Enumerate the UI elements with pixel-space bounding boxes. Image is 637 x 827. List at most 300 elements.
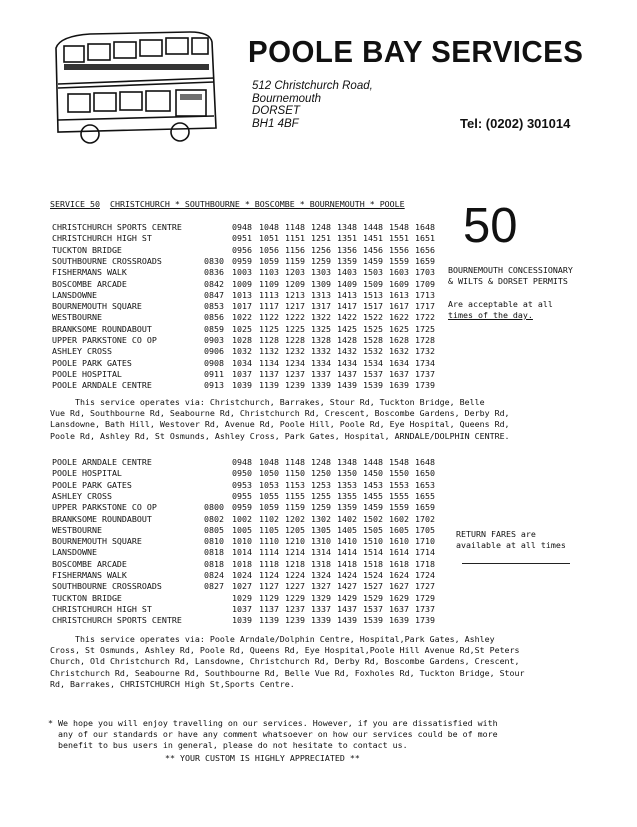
departure-time: 1010 <box>232 536 252 547</box>
departure-time: 1027 <box>232 581 252 592</box>
departure-time: 0950 <box>232 468 252 479</box>
departure-time: 1302 <box>311 513 331 524</box>
departure-time: 1724 <box>415 570 435 580</box>
departure-time: 1537 <box>363 603 383 614</box>
company-address <box>252 80 373 130</box>
departure-time: 0830 <box>204 255 224 266</box>
departure-time: 1625 <box>389 323 409 334</box>
departure-time: 1737 <box>415 368 435 379</box>
departure-time: 1522 <box>363 312 383 323</box>
departure-time: 0859 <box>204 323 224 334</box>
departure-time: 1437 <box>337 603 357 614</box>
departure-time: 0853 <box>204 301 224 312</box>
route-number: 50 <box>463 199 518 253</box>
departure-time: 1648 <box>415 222 435 232</box>
departure-time: 1018 <box>232 558 252 569</box>
departure-time: 1439 <box>337 615 357 626</box>
departure-time: 1714 <box>415 547 435 558</box>
departure-time: 1534 <box>363 357 383 368</box>
departure-time: 1013 <box>232 289 252 300</box>
departure-time: 1214 <box>285 547 305 558</box>
stop-name: UPPER PARKSTONE CO OP <box>52 335 157 345</box>
departure-time: 1248 <box>311 222 331 232</box>
departure-time: 1117 <box>259 301 279 312</box>
timetable-row <box>52 491 462 502</box>
departure-time: 1424 <box>337 570 357 580</box>
departure-time: 1428 <box>337 335 357 345</box>
timetable-row <box>52 525 462 536</box>
stop-name: TUCKTON BRIDGE <box>52 244 122 255</box>
departure-time: 1039 <box>232 380 252 391</box>
stop-name: POOLE HOSPITAL <box>52 468 122 479</box>
timetable-row <box>52 335 462 346</box>
departure-time: 1148 <box>285 222 305 232</box>
timetable-row <box>52 233 462 244</box>
timetable-row <box>52 245 462 256</box>
departure-time: 1514 <box>363 547 383 558</box>
departure-time: 1239 <box>285 380 305 391</box>
departure-time: 1009 <box>232 278 252 289</box>
departure-time: 1039 <box>232 615 252 626</box>
departure-time: 1222 <box>285 312 305 323</box>
departure-time: 1414 <box>337 547 357 558</box>
departure-time: 1029 <box>232 592 252 603</box>
departure-time: 1603 <box>389 267 409 278</box>
timetable-row <box>52 480 462 491</box>
departure-time: 1053 <box>259 479 279 490</box>
departure-time: 1022 <box>232 312 252 323</box>
departure-time: 1437 <box>337 368 357 379</box>
departure-time: 1637 <box>389 368 409 379</box>
timetable-row <box>52 279 462 290</box>
departure-time: 1037 <box>232 603 252 614</box>
return-fares-line: available at all times <box>456 540 566 550</box>
departure-time: 1327 <box>311 581 331 592</box>
departure-time: 1634 <box>389 357 409 368</box>
departure-time: 0906 <box>204 346 224 357</box>
departure-time: 1659 <box>415 255 435 266</box>
return-fares-line: RETURN FARES are <box>456 529 536 539</box>
departure-time: 1356 <box>337 244 357 255</box>
departure-time: 1732 <box>415 346 435 357</box>
stop-name: POOLE PARK GATES <box>52 479 132 490</box>
departure-time: 1451 <box>363 233 383 244</box>
departure-time: 1114 <box>259 547 279 558</box>
stop-name: FISHERMANS WALK <box>52 267 127 278</box>
stop-name: SOUTHBOURNE CROSSROADS <box>52 255 162 266</box>
stop-name: TUCKTON BRIDGE <box>52 592 122 603</box>
departure-time: 1132 <box>259 346 279 357</box>
departure-time: 1355 <box>337 490 357 501</box>
departure-time: 1505 <box>363 524 383 535</box>
departure-time: 1455 <box>363 490 383 501</box>
double-decker-bus-logo <box>50 28 222 146</box>
departure-time: 1532 <box>363 346 383 357</box>
timetable-row <box>52 312 462 323</box>
stop-name: ASHLEY CROSS <box>52 346 112 357</box>
departure-time: 1559 <box>389 255 409 266</box>
stop-name: CHRISTCHURCH HIGH ST <box>52 603 152 614</box>
stop-name: CHRISTCHURCH SPORTS CENTRE <box>52 222 182 232</box>
stop-name: BRANKSOME ROUNDABOUT <box>52 323 152 334</box>
departure-time: 1717 <box>415 301 435 312</box>
departure-time: 1510 <box>363 536 383 547</box>
stop-name: CHRISTCHURCH SPORTS CENTRE <box>52 615 182 626</box>
departure-time: 1137 <box>259 603 279 614</box>
departure-time: 1314 <box>311 547 331 558</box>
inbound-route-description: This service operates via: Poole Arndale/Dolphin Centre, Hospital,Park Gates, Ashley Cross, St Osmunds, Ashley Rd, Poole Rd, Queens Rd, Eye Hospital,Poole Hill Avenue Rd,St Peters Church, Old Christchurch Rd, Lansdowne, Christchurch Rd, Derby Rd, Boscombe Gardens, Crescent, Christchurch Rd, Seabourne Rd, Southbourne Rd, Belle Vue Rd, Foxholes Rd, Tuckton Bridge, Stour Rd, Barrakes, CHRISTCHURCH High St,Sports Centre. <box>50 634 525 689</box>
departure-time: 1151 <box>285 233 305 244</box>
departure-time: 1348 <box>337 222 357 232</box>
departure-time: 1453 <box>363 479 383 490</box>
timetable-row <box>52 604 462 615</box>
address-line: Bournemouth <box>252 92 322 105</box>
timetable-row <box>52 301 462 312</box>
departure-time: 1024 <box>232 570 252 580</box>
acceptance-note <box>448 299 553 321</box>
departure-time: 1459 <box>363 255 383 266</box>
departure-time: 1539 <box>363 380 383 391</box>
departure-time: 1059 <box>259 255 279 266</box>
departure-time: 1005 <box>232 524 252 535</box>
departure-time: 1259 <box>311 502 331 513</box>
departure-time: 1037 <box>232 368 252 379</box>
departure-time: 1548 <box>389 222 409 232</box>
service-header <box>50 199 405 209</box>
departure-time: 1139 <box>259 380 279 391</box>
departure-time: 1002 <box>232 513 252 524</box>
departure-time: 0842 <box>204 278 224 289</box>
departure-time: 1113 <box>259 289 279 300</box>
departure-time: 0805 <box>204 524 224 535</box>
departure-time: 1110 <box>259 536 279 547</box>
stop-name: BOURNEMOUTH SQUARE <box>52 536 142 547</box>
departure-time: 1602 <box>389 513 409 524</box>
address-line: 512 Christchurch Road, <box>252 80 373 92</box>
timetable-row <box>52 559 462 570</box>
timetable-row <box>52 222 462 233</box>
departure-time: 1134 <box>259 357 279 368</box>
departure-time: 1456 <box>363 244 383 255</box>
departure-time: 1128 <box>259 335 279 345</box>
timetable-row <box>52 256 462 267</box>
departure-time: 1655 <box>415 490 435 501</box>
departure-time: 1429 <box>337 592 357 603</box>
departure-time: 0847 <box>204 289 224 300</box>
departure-time: 0856 <box>204 312 224 323</box>
departure-time: 1224 <box>285 570 305 580</box>
departure-time: 1203 <box>285 267 305 278</box>
departure-time: 1527 <box>363 581 383 592</box>
address-line: DORSET <box>252 105 300 117</box>
departure-time: 1303 <box>311 267 331 278</box>
departure-time: 1503 <box>363 267 383 278</box>
departure-time: 1710 <box>415 536 435 547</box>
departure-time: 1413 <box>337 289 357 300</box>
departure-time: 1734 <box>415 357 435 368</box>
departure-time: 0913 <box>204 380 224 391</box>
departure-time: 1305 <box>311 524 331 535</box>
departure-time: 1713 <box>415 289 435 300</box>
departure-time: 0802 <box>204 513 224 524</box>
departure-time: 1509 <box>363 278 383 289</box>
departure-time: 1525 <box>363 323 383 334</box>
departure-time: 1150 <box>285 468 305 479</box>
timetable-row <box>52 570 462 581</box>
departure-time: 1229 <box>285 592 305 603</box>
departure-time: 1350 <box>337 468 357 479</box>
stop-name: BOSCOMBE ARCADE <box>52 278 127 289</box>
departure-time: 1056 <box>259 244 279 255</box>
departure-time: 1727 <box>415 581 435 592</box>
departure-time: 1318 <box>311 558 331 569</box>
departure-time: 1050 <box>259 468 279 479</box>
return-fares-note <box>456 529 566 551</box>
departure-time: 1324 <box>311 570 331 580</box>
departure-time: 1250 <box>311 468 331 479</box>
departure-time: 1051 <box>259 233 279 244</box>
departure-time: 0955 <box>232 490 252 501</box>
departure-time: 1251 <box>311 233 331 244</box>
service-label: SERVICE 50 <box>50 199 100 209</box>
departure-time: 1228 <box>285 335 305 345</box>
departure-time: 0959 <box>232 255 252 266</box>
stop-name: POOLE HOSPITAL <box>52 368 122 379</box>
stop-name: ASHLEY CROSS <box>52 490 112 501</box>
departure-time: 1448 <box>363 457 383 467</box>
departure-time: 1353 <box>337 479 357 490</box>
customer-note: * We hope you will enjoy travelling on our services. However, if you are dissatisfied with any of our standards or have any comment whatsoever on how our services could be of more benefit to bus users in general, please do not hesitate to contact us. <box>48 718 498 750</box>
departure-time: 1513 <box>363 289 383 300</box>
departure-time: 1227 <box>285 581 305 592</box>
departure-time: 0951 <box>232 233 252 244</box>
departure-time: 1728 <box>415 335 435 345</box>
departure-time: 1253 <box>311 479 331 490</box>
departure-time: 0908 <box>204 357 224 368</box>
departure-time: 1202 <box>285 513 305 524</box>
departure-time: 1325 <box>311 323 331 334</box>
departure-time: 1105 <box>259 524 279 535</box>
departure-time: 0948 <box>232 222 252 232</box>
departure-time: 1322 <box>311 312 331 323</box>
departure-time: 1425 <box>337 323 357 334</box>
departure-time: 1205 <box>285 524 305 535</box>
departure-time: 1653 <box>415 479 435 490</box>
departure-time: 1210 <box>285 536 305 547</box>
stop-name: BRANKSOME ROUNDABOUT <box>52 513 152 524</box>
departure-time: 1125 <box>259 323 279 334</box>
departure-time: 1234 <box>285 357 305 368</box>
permits-line: & WILTS & DORSET PERMITS <box>448 276 568 286</box>
departure-time: 1059 <box>259 502 279 513</box>
departure-time: 1237 <box>285 368 305 379</box>
departure-time: 1502 <box>363 513 383 524</box>
departure-time: 1359 <box>337 255 357 266</box>
departure-time: 1218 <box>285 558 305 569</box>
departure-time: 1629 <box>389 592 409 603</box>
stop-name: BOURNEMOUTH SQUARE <box>52 301 142 312</box>
departure-time: 1127 <box>259 581 279 592</box>
departure-time: 1410 <box>337 536 357 547</box>
departure-time: 1329 <box>311 592 331 603</box>
departure-time: 1332 <box>311 346 331 357</box>
stop-name: WESTBOURNE <box>52 524 102 535</box>
permits-line: BOURNEMOUTH CONCESSIONARY <box>448 265 573 275</box>
departure-time: 1028 <box>232 335 252 345</box>
departure-time: 1703 <box>415 267 435 278</box>
departure-time: 0948 <box>232 457 252 467</box>
departure-time: 1159 <box>285 255 305 266</box>
departure-time: 1232 <box>285 346 305 357</box>
departure-time: 1209 <box>285 278 305 289</box>
departure-time: 1448 <box>363 222 383 232</box>
departure-time: 1518 <box>363 558 383 569</box>
departure-time: 1550 <box>389 468 409 479</box>
departure-time: 1553 <box>389 479 409 490</box>
departure-time: 1450 <box>363 468 383 479</box>
departure-time: 1648 <box>415 457 435 467</box>
departure-time: 1309 <box>311 278 331 289</box>
timetable-row <box>52 468 462 479</box>
departure-time: 1624 <box>389 570 409 580</box>
departure-time: 1718 <box>415 558 435 569</box>
departure-time: 1348 <box>337 457 357 467</box>
departure-time: 0824 <box>204 570 224 580</box>
departure-time: 1613 <box>389 289 409 300</box>
departure-time: 1422 <box>337 312 357 323</box>
departure-time: 1609 <box>389 278 409 289</box>
departure-time: 1432 <box>337 346 357 357</box>
departure-time: 1137 <box>259 368 279 379</box>
permits-note <box>448 265 573 287</box>
departure-time: 1418 <box>337 558 357 569</box>
departure-time: 1237 <box>285 603 305 614</box>
departure-time: 1156 <box>285 244 305 255</box>
departure-time: 1248 <box>311 457 331 467</box>
departure-time: 1529 <box>363 592 383 603</box>
departure-time: 0903 <box>204 335 224 345</box>
departure-time: 1025 <box>232 323 252 334</box>
departure-time: 1259 <box>311 255 331 266</box>
departure-time: 1109 <box>259 278 279 289</box>
departure-time: 1556 <box>389 244 409 255</box>
departure-time: 1122 <box>259 312 279 323</box>
departure-time: 1459 <box>363 502 383 513</box>
departure-time: 1003 <box>232 267 252 278</box>
departure-time: 1639 <box>389 615 409 626</box>
route-summary: CHRISTCHURCH * SOUTHBOURNE * BOSCOMBE * BOURNEMOUTH * POOLE <box>109 199 405 209</box>
departure-time: 1548 <box>389 457 409 467</box>
departure-time: 1217 <box>285 301 305 312</box>
departure-time: 1313 <box>311 289 331 300</box>
stop-name: CHRISTCHURCH HIGH ST <box>52 233 152 244</box>
departure-time: 0959 <box>232 502 252 513</box>
departure-time: 1610 <box>389 536 409 547</box>
stop-name: POOLE ARNDALE CENTRE <box>52 457 152 467</box>
departure-time: 1705 <box>415 524 435 535</box>
departure-time: 1405 <box>337 524 357 535</box>
departure-time: 1337 <box>311 603 331 614</box>
departure-time: 1702 <box>415 513 435 524</box>
departure-time: 1014 <box>232 547 252 558</box>
departure-time: 1153 <box>285 479 305 490</box>
acceptance-line: Are acceptable at all <box>448 299 553 309</box>
timetable-row <box>52 369 462 380</box>
timetable-row <box>52 547 462 558</box>
company-name: POOLE BAY SERVICES <box>248 34 584 69</box>
departure-time: 1256 <box>311 244 331 255</box>
departure-time: 1656 <box>415 244 435 255</box>
departure-time: 1239 <box>285 615 305 626</box>
departure-time: 0836 <box>204 267 224 278</box>
departure-time: 1617 <box>389 301 409 312</box>
closing-message: ** YOUR CUSTOM IS HIGHLY APPRECIATED ** <box>165 753 360 763</box>
departure-time: 1559 <box>389 502 409 513</box>
departure-time: 1048 <box>259 222 279 232</box>
timetable-row <box>52 514 462 525</box>
departure-time: 1034 <box>232 357 252 368</box>
departure-time: 1102 <box>259 513 279 524</box>
stop-name: UPPER PARKSTONE CO OP <box>52 502 157 513</box>
departure-time: 1709 <box>415 278 435 289</box>
departure-time: 1213 <box>285 289 305 300</box>
outbound-timetable <box>52 222 442 398</box>
departure-time: 1017 <box>232 301 252 312</box>
stop-name: SOUTHBOURNE CROSSROADS <box>52 581 162 592</box>
timetable-row <box>52 324 462 335</box>
timetable-row <box>52 581 462 592</box>
timetable-row <box>52 290 462 301</box>
departure-time: 0911 <box>204 368 224 379</box>
timetable-row <box>52 358 462 369</box>
departure-time: 1225 <box>285 323 305 334</box>
outbound-route-description: This service operates via: Christchurch, Barrakes, Stour Rd, Tuckton Bridge, Belle Vue Rd, Southbourne Rd, Seabourne Rd, Christchurch Rd, Crescent, Boscombe Gardens, Derby Rd, Lansdowne, Bath Hill, Westover Rd, Avenue Rd, Poole Hill, Poole Rd, Eye Hospital, Queens Rd, Poole Rd, Ashley Rd, St Osmunds, Ashley Cross, Park Gates, Hospital, ARNDALE/DOLPHIN CENTRE. <box>50 397 510 441</box>
departure-time: 1148 <box>285 457 305 467</box>
departure-time: 1118 <box>259 558 279 569</box>
departure-time: 1317 <box>311 301 331 312</box>
departure-time: 1622 <box>389 312 409 323</box>
departure-time: 0818 <box>204 558 224 569</box>
departure-time: 1537 <box>363 368 383 379</box>
phone-number: Tel: (0202) 301014 <box>460 116 571 131</box>
departure-time: 1528 <box>363 335 383 345</box>
timetable-row <box>52 267 462 278</box>
departure-time: 1409 <box>337 278 357 289</box>
departure-time: 1139 <box>259 615 279 626</box>
departure-time: 1628 <box>389 335 409 345</box>
departure-time: 1650 <box>415 468 435 479</box>
departure-time: 1103 <box>259 267 279 278</box>
timetable-row <box>52 615 462 626</box>
departure-time: 1737 <box>415 603 435 614</box>
inbound-timetable <box>52 457 442 633</box>
departure-time: 0953 <box>232 479 252 490</box>
address-line: BH1 4BF <box>252 117 299 130</box>
timetable-row <box>52 536 462 547</box>
departure-time: 1618 <box>389 558 409 569</box>
departure-time: 1725 <box>415 323 435 334</box>
departure-time: 1417 <box>337 301 357 312</box>
departure-time: 0800 <box>204 502 224 513</box>
departure-time: 1614 <box>389 547 409 558</box>
departure-time: 1627 <box>389 581 409 592</box>
departure-time: 1434 <box>337 357 357 368</box>
stop-name: WESTBOURNE <box>52 312 102 323</box>
departure-time: 1651 <box>415 233 435 244</box>
departure-time: 0810 <box>204 536 224 547</box>
departure-time: 1555 <box>389 490 409 501</box>
departure-time: 1739 <box>415 380 435 391</box>
